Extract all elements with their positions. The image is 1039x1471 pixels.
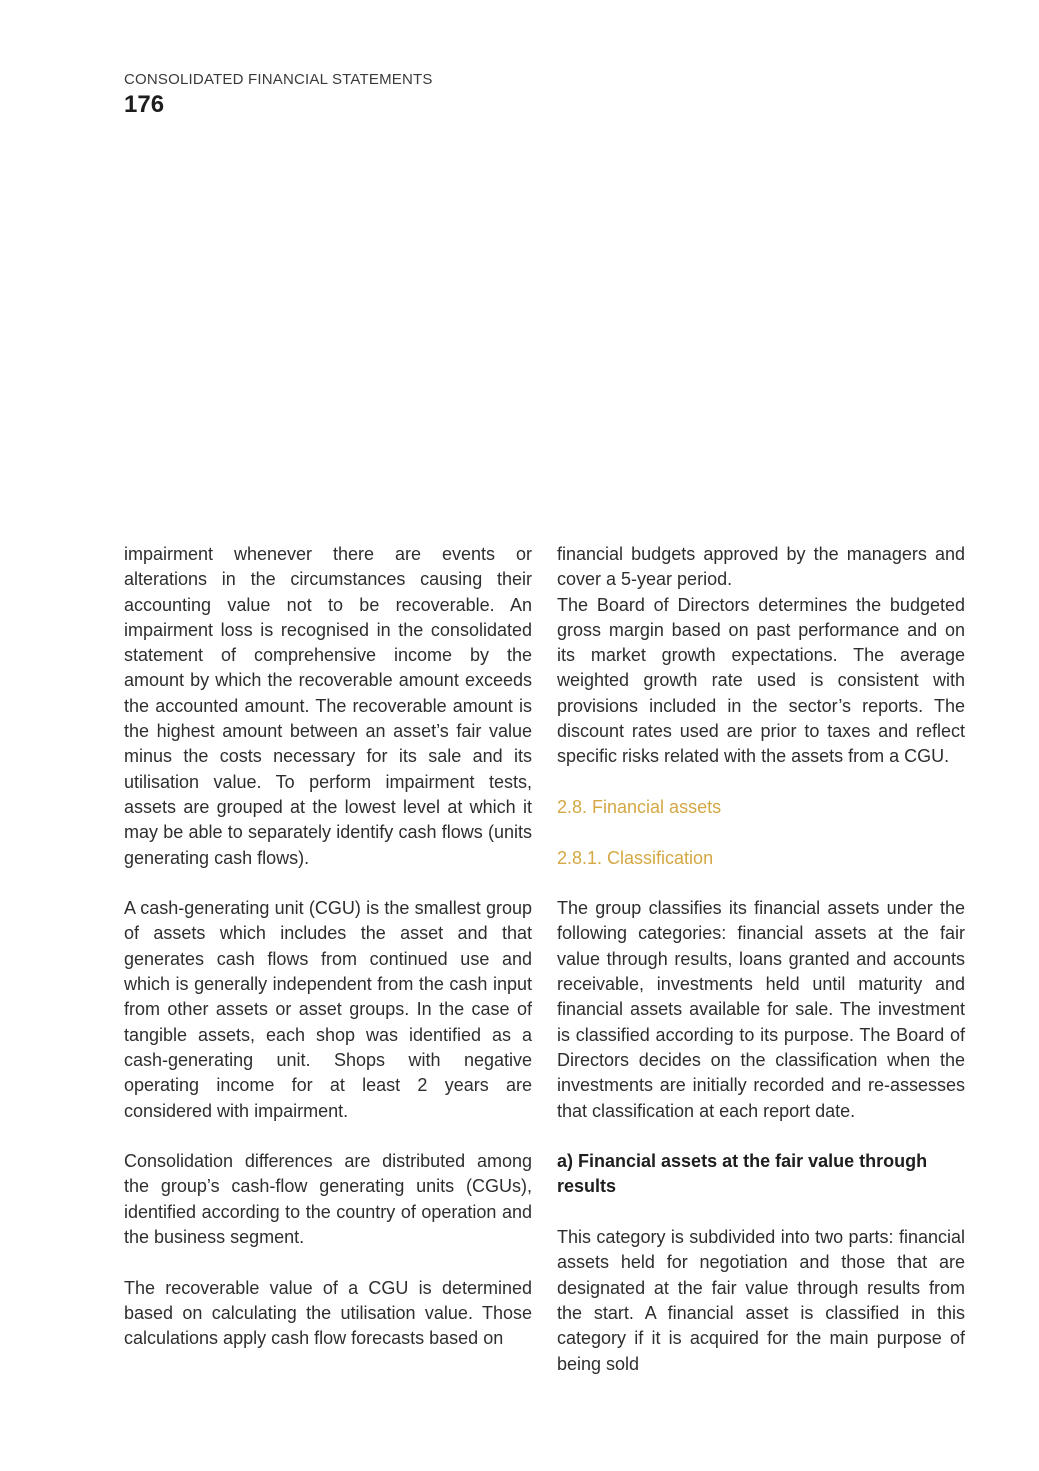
paragraph-gap <box>124 871 532 896</box>
paragraph-gap <box>557 1200 965 1225</box>
paragraph-cgu: A cash-generating unit (CGU) is the smallest group of assets which includes the asset and that generates cash flows from continued use and which is generally independent from the cash input from other assets or asset groups. In the case of tangible assets, each shop was identified as a cash-generating unit. Shops with negative operating income for at least 2 years are considered with impairment. <box>124 898 532 1121</box>
paragraph-category: This category is subdivided into two parts: financial assets held for negotiation and those that are designated at the fair value through results from the start. A financial asset is classified in this category if it is acquired for the main purpose of being sold <box>557 1227 965 1374</box>
paragraph-board: The Board of Directors determines the budgeted gross margin based on past performance and on its market growth expectations. The average weighted growth rate used is consistent with provisions included in the sector’s reports. The discount rates used are prior to taxes and reflect specific risks related with the assets from a CGU. <box>557 594 965 767</box>
page-header <box>124 70 433 119</box>
paragraph-gap <box>557 871 965 896</box>
page-number: 176 <box>124 91 165 118</box>
heading-financial-assets: 2.8. Financial assets <box>557 796 722 817</box>
paragraph-gap <box>124 1124 532 1149</box>
paragraph-gap <box>124 1250 532 1275</box>
paragraph-impairment: impairment whenever there are events or alterations in the circumstances causing their accounting value not to be recoverable. An impairment loss is recognised in the consolidated statement of comprehensive income by the amount by which the recoverable amount exceeds the accounted amount. The recoverable amount is the highest amount between an asset’s fair value minus the costs necessary for its sale and its utilisation value. To perform impairment tests, assets are grouped at the lowest level at which it may be able to separately identify cash flows (units generating cash flows). <box>124 544 532 868</box>
paragraph-gap <box>557 820 965 845</box>
paragraph-gap <box>557 770 965 795</box>
right-column <box>557 542 965 1377</box>
section-title: CONSOLIDATED FINANCIAL STATEMENTS <box>124 71 433 88</box>
paragraph-recoverable-value: The recoverable value of a CGU is determined based on calculating the utilisation value. Those calculations apply cash flow forecasts based on <box>124 1277 532 1349</box>
heading-classification: 2.8.1. Classification <box>557 847 714 868</box>
paragraph-classification: The group classifies its financial assets under the following categories: financial assets at the fair value through results, loans granted and accounts receivable, investments held until maturity and financial assets available for sale. The investment is classified according to its purpose. The Board of Directors decides on the classification when the investments are initially recorded and re-assesses that classification at each report date. <box>557 898 965 1121</box>
paragraph-budgets: financial budgets approved by the managers and cover a 5-year period. <box>557 544 965 590</box>
heading-fair-value: a) Financial assets at the fair value through results <box>557 1151 928 1197</box>
paragraph-consolidation: Consolidation differences are distributed among the group’s cash-flow generating units (CGUs), identified according to the country of operation and the business segment. <box>124 1151 532 1248</box>
paragraph-gap <box>557 1124 965 1149</box>
left-column <box>124 542 532 1352</box>
